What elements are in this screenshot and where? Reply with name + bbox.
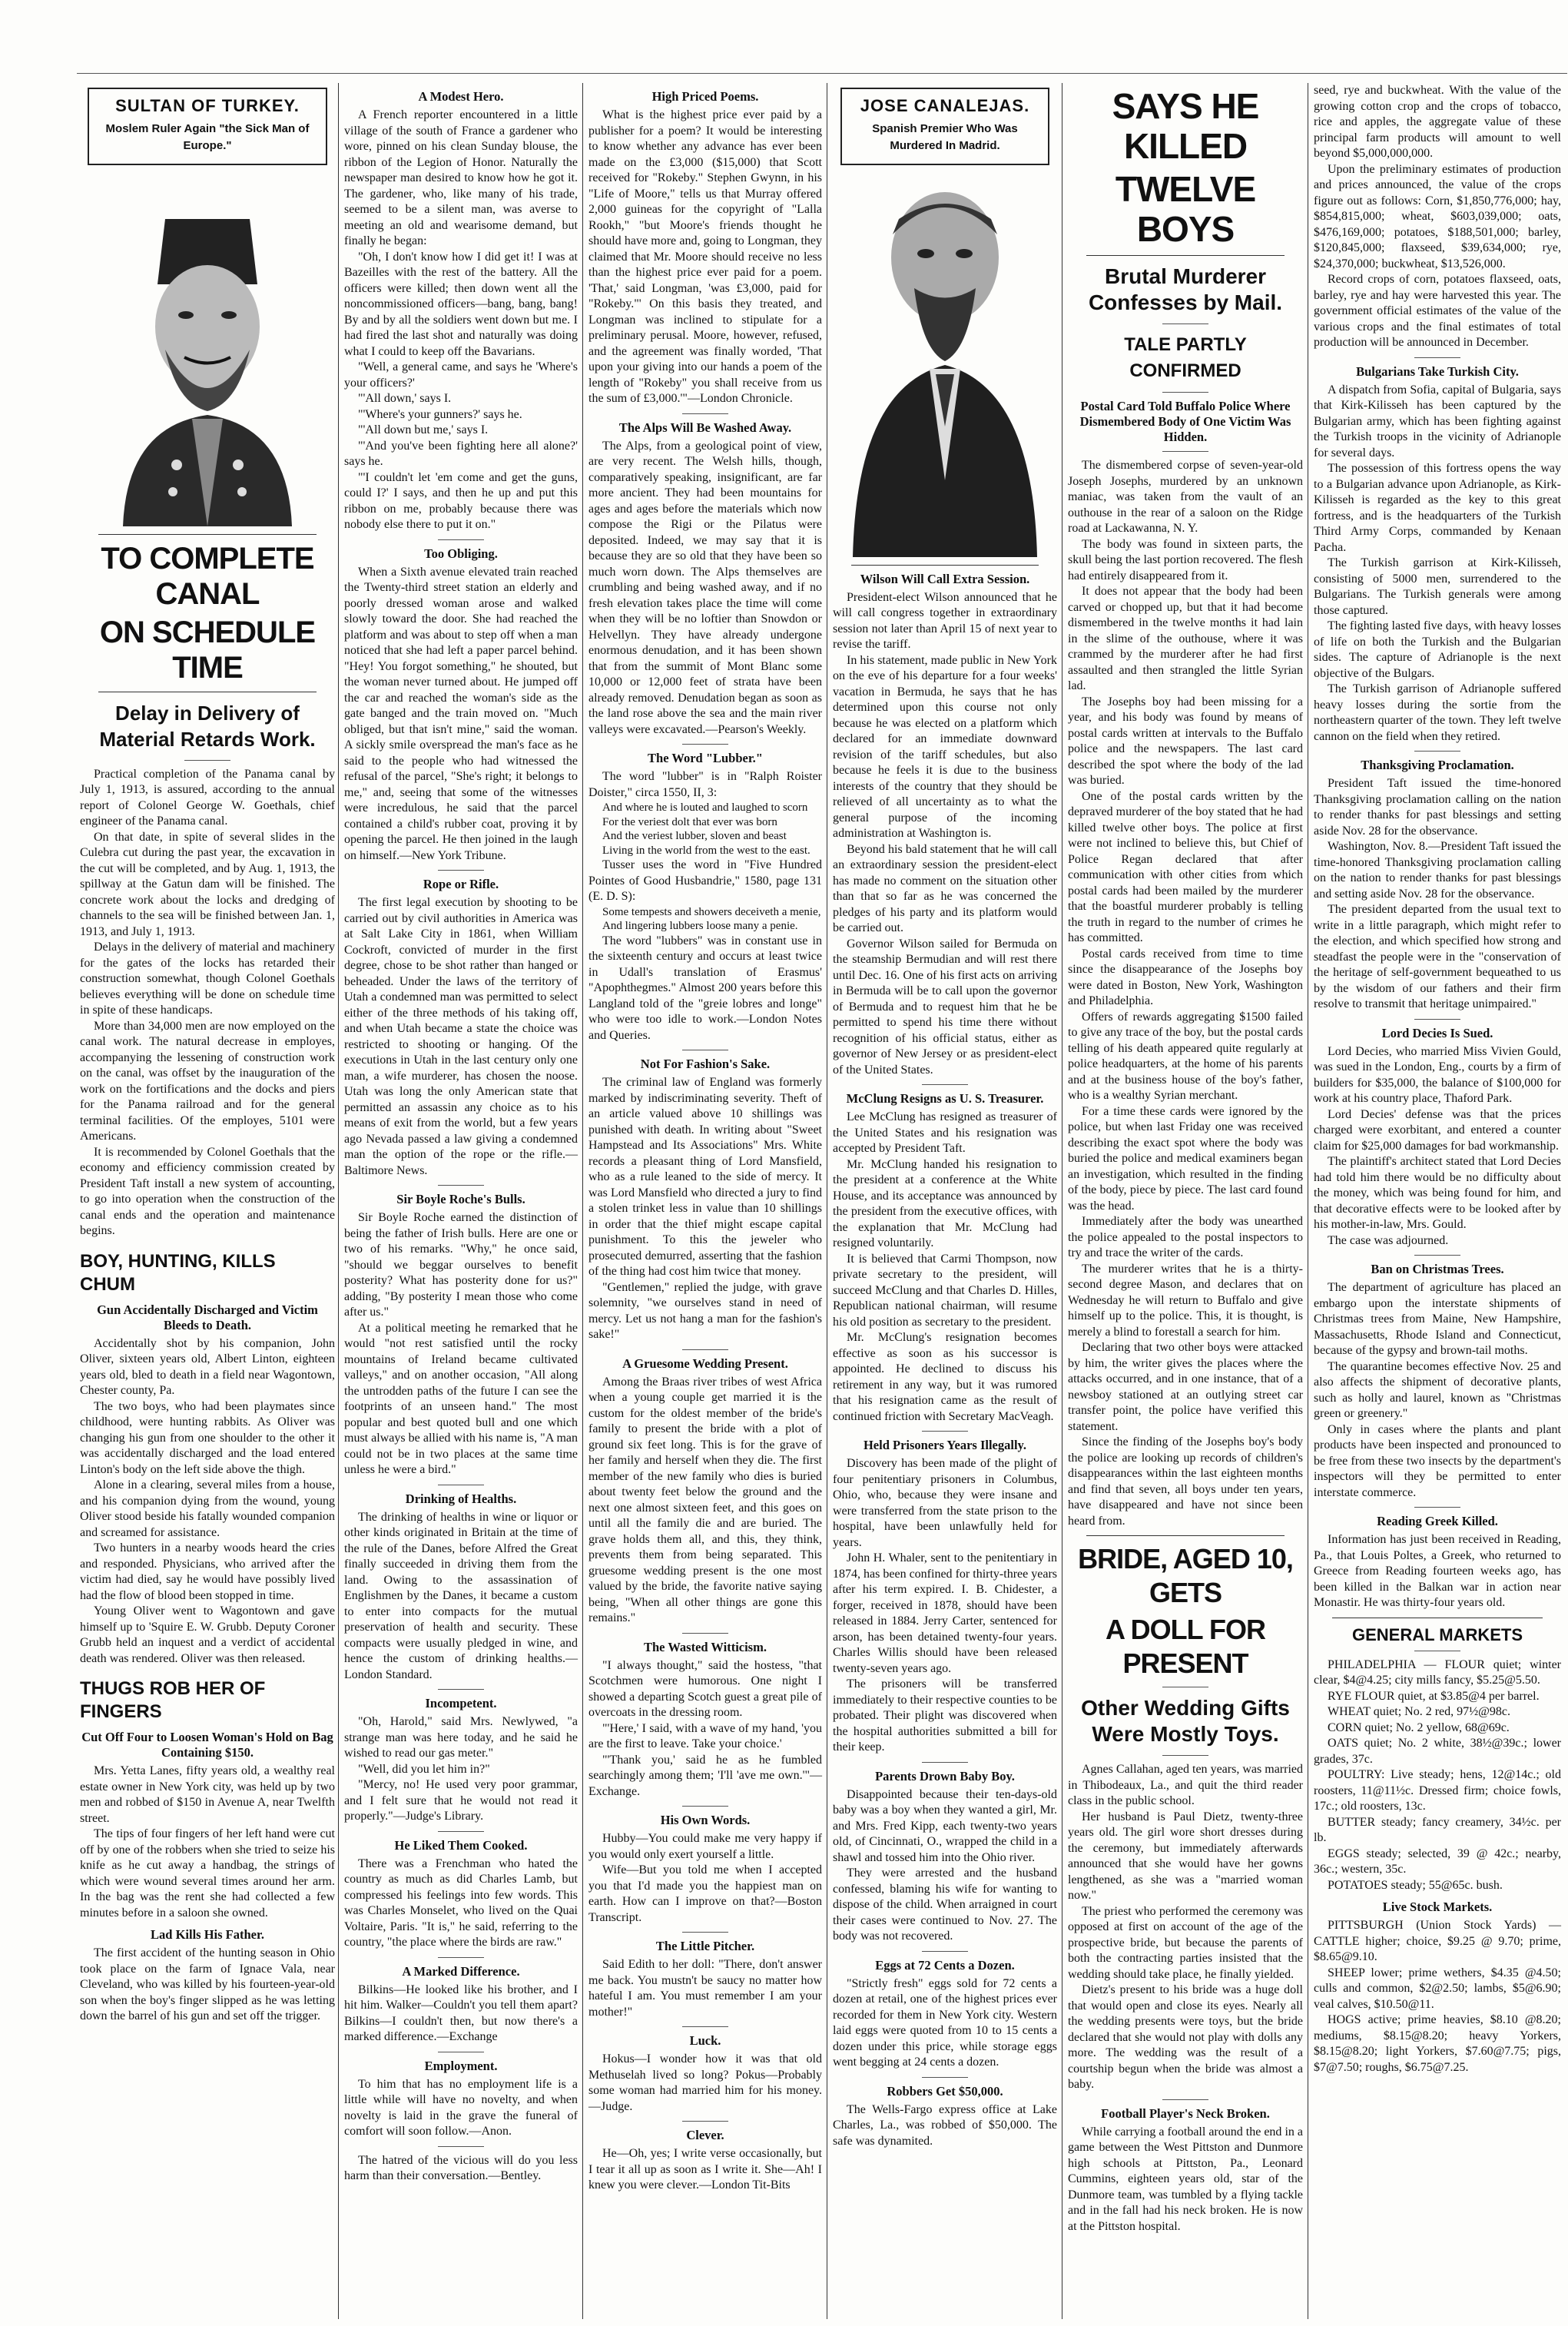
article-heading: Robbers Get $50,000.	[887, 2083, 1003, 2099]
paragraph: Washington, Nov. 8.—President Taft issued the time-honored Thanksgiving proclamation calling on the nation to render thanks for past blessings and setting aside Nov. 28 for the observance.	[1314, 840, 1561, 901]
canal-headline-1: TO COMPLETE CANAL	[101, 541, 314, 611]
divider	[438, 1185, 484, 1186]
paragraph: The president departed from the usual text to write in a little paragraph, which might refer to the election, and which specified how strong and steadfast the people were in the "conservation of the heritage of self-government bequeathed to us by the wisdom of our fathers and their firm resolve to transmit that heritage unimpaired."	[1314, 903, 1561, 1010]
verse-line: Living in the world from the west to the east.	[602, 844, 811, 857]
paragraph: Delays in the delivery of material and machinery for the gates of the locks has retarded their construction somewhat, though Colonel Goethals believes everything will be done on schedule time in spite of these handicaps.	[80, 941, 335, 1017]
paragraph: The body was found in sixteen parts, the skull being the last portion recovered. The flesh had entirely disappeared from it.	[1068, 537, 1303, 582]
divider	[98, 534, 317, 535]
paragraph: "'I couldn't let 'em come and get the guns, could I?' I says, and then he up and put this ribbon on me, probably because there was nobody else there to put it on."	[344, 470, 578, 531]
article-heading: High Priced Poems.	[651, 89, 759, 104]
paragraph: "Well, did you let him in?"	[358, 1762, 490, 1776]
column-rule	[582, 83, 583, 2319]
divider	[922, 1084, 968, 1085]
paragraph: Lord Decies, who married Miss Vivien Gould, was sued in the London, Eng., courts by a firm of builders for $35,000, the balance of $100,000 for work at his country place, Thaford Park.	[1314, 1044, 1561, 1105]
divider	[438, 2146, 484, 2147]
paragraph: Tusser uses the word in "Five Hundred Pointes of Good Husbandrie," 1580, page 131 (E. D. S):	[588, 858, 822, 903]
paragraph: The murderer writes that he is a thirty-second degree Mason, and declares that on Wednesday he will return to Buffalo and give himself up to the police. This, it is thought, is merely a blind to forestall a search for him.	[1068, 1262, 1303, 1339]
paragraph: The department of agriculture has placed an embargo upon the interstate shipments of Christmas trees from Maine, New Hampshire, Massachusetts, Rhode Island and Connecticut, because of the gypsy and brown-tail moths.	[1314, 1281, 1561, 1357]
markets-headline: GENERAL MARKETS	[1351, 1624, 1523, 1644]
paragraph: The fighting lasted five days, with heavy losses of life on both the Turkish and the Bulgarian sides. The capture of Adrianople is the next objective of the Bulgars.	[1314, 619, 1561, 680]
says-deck: Postal Card Told Buffalo Police Where Dismembered Body of One Victim Was Hidden.	[1079, 399, 1291, 444]
divider	[1162, 392, 1208, 393]
paragraph: Governor Wilson sailed for Bermuda on the steamship Bermudian and will rest there until Dec. 16. One of his first acts on arriving in Bermuda will be to call upon the governor of Bermuda and to request him that he be permitted to spend his time there without recognition of his official status, either as governor of New Jersey or as president-elect of the United States.	[833, 937, 1057, 1077]
article-heading: A Gruesome Wedding Present.	[622, 1355, 788, 1371]
paragraph: Only in cases where the plants and plant products have been inspected and pronounced to be free from these two insects by the department's inspectors will they be permitted to enter interstate commerce.	[1314, 1422, 1561, 1499]
paragraph: The drinking of healths in wine or liquor or other kinds originated in Britain at the time of the rule of the Danes, before Alfred the Great finally succeeded in driving them from the land. Owing to the assassination of Englishmen by the Danes, it became a custom to enter into compacts for the mutual preservation of health and security. These compacts were usually pledged in wine, and hence the custom of drinking healths.—London Standard.	[344, 1510, 578, 1681]
divider	[1086, 1535, 1285, 1536]
paragraph: On that date, in spite of several slides in the Culebra cut during the past year, the excavation in the cut will be completed, and by Aug. 1, 1913, the spillway at the Gatun dam will be finished. The concrete work about the locks and dredging of channels to the sea will be finished between Jan. 1, 1913, and July 1, 1913.	[80, 830, 335, 938]
market-line: BUTTER steady; fancy creamery, 34½c. per lb.	[1314, 1815, 1561, 1844]
paragraph: The plaintiff's architect stated that Lord Decies had told him there would be no difficulty about the money, which was being found for him, and that decorative effects were to be looked after by his mother-in-law, Mrs. Gould.	[1314, 1155, 1561, 1231]
paragraph: It is believed that Carmi Thompson, now private secretary to the president, will succeed McClung and that Charles D. Hilles, Republican national chairman, will resume his old position as secretary to the president.	[833, 1252, 1057, 1329]
column-1	[77, 83, 338, 2319]
portrait-title: SULTAN OF TURKEY.	[115, 96, 300, 115]
paragraph: Upon the preliminary estimates of production and prices announced, the value of the crops figure out as follows: Corn, $1,850,776,000; hay, $854,815,000; wheat, $603,039,000; oats, $476,169,000; potatoes, $188,501,000; barley, $120,845,000; flaxseed, $39,634,000; rye, $24,370,000; buckwheat, $13,526,000.	[1314, 162, 1561, 270]
bride-headline-1: BRIDE, AGED 10, GETS	[1078, 1543, 1293, 1608]
article-heading: Football Player's Neck Broken.	[1101, 2105, 1270, 2121]
column-4	[830, 83, 1060, 2319]
paragraph: "Oh, I don't know how I did get it! I was at Bazeilles with the rest of the battery. All the officers were killed; then down went all the noncommissioned officers—bang, bang, bang! By and by all the soldiers went down but me. I had fired the last shot and naturally was doing what I could to keep off the Bavarians.	[344, 250, 578, 358]
market-line: PHILADELPHIA — FLOUR quiet; winter clear, $4@4.25; city mills fancy, $5.25@5.50.	[1314, 1657, 1561, 1687]
paragraph: The possession of this fortress opens the way to a Bulgarian advance upon Adrianople, as Kirk-Kilisseh is regarded as the key to this great fortress, and is the headquarters of the Turkish Third Army Corps, commanded by Kenaan Pacha.	[1314, 462, 1561, 554]
article-heading: Employment.	[424, 2058, 498, 2073]
divider	[682, 1633, 728, 1634]
article-heading: Held Prisoners Years Illegally.	[863, 1438, 1027, 1452]
divider	[1414, 1255, 1460, 1256]
paragraph: More than 34,000 men are now employed on the canal work. The natural decrease in employes, accompanying the lessening of construction work on the canal, was offset by the inauguration of the work on the fortifications and the docks and piers for the Panama railroad and for the general terminal facilities. Of the employes, 5101 were Americans.	[80, 1019, 335, 1143]
divider	[1162, 451, 1208, 452]
paragraph: Sir Boyle Roche earned the distinction of being the father of Irish bulls. Here are one or two of his remarks. "Why," he once said, "should we beggar ourselves to benefit posterity? What has posterity done for us?" adding, "By posterity I mean those who come after us."	[344, 1211, 578, 1319]
paragraph: It does not appear that the body had been carved or chopped up, but that it had become dismembered in the twelve months it had lain in the slime of the outhouse, where it was crammed by the murderer after he had first assaulted and then strangled the little Syrian lad.	[1068, 585, 1303, 692]
article-heading: Bulgarians Take Turkish City.	[1356, 363, 1519, 379]
paragraph: The two boys, who had been playmates since childhood, were hunting rabbits. As Oliver was changing his gun from one shoulder to the other it was accidentally discharged and the load entered Linton's body on the left side above the thigh.	[80, 1399, 335, 1476]
verse-line: For the veriest dolt that ever was born	[602, 815, 777, 828]
paragraph: Practical completion of the Panama canal by July 1, 1913, is assured, according to the annual report of Colonel George W. Goethals, chief engineer of the Panama canal.	[80, 767, 335, 828]
paragraph: Beyond his bald statement that he will call an extraordinary session the president-elect has made no comment on the situation other than that so far as he was concerned the pledges of his party and its platform would be carried out.	[833, 842, 1057, 934]
portrait-caption: Spanish Premier Who Was Murdered In Madrid.	[872, 121, 1018, 152]
article-heading: A Modest Hero.	[418, 89, 504, 104]
paragraph: Lord Decies' defense was that the prices charged were exorbitant, and entered a counter claim for $25,000 damages for bad workmanship.	[1314, 1107, 1561, 1153]
paragraph: One of the postal cards written by the depraved murderer of the boy stated that he had killed twelve other boys. The police at first were not inclined to believe this, but Chief of Police Regan declared that after communication with other cities from which postal cards had been mailed by the murderer that the boastful murderer probably is telling the truth in regard to the number of crimes he has committed.	[1068, 789, 1303, 944]
article-heading: The Word "Lubber."	[648, 751, 763, 765]
paragraph: What is the highest price ever paid by a publisher for a poem? It would be interesting to know whether any advance has ever been made on the £3,000 ($15,000) that Scott received for "Rokeby." Stephen Gwynn, in his "Life of Moore," tells us that Murray offered 2,000 guineas for the copyright of "Lalla Rookh," "but Moore's friends thought he should have more and, going to Longman, they claimed that Mr. Moore should receive no less than the highest price ever paid for a poem. 'That,' said Longman, 'was £3,000, paid for "Rokeby."' On this basis they treated, and Longman was inclined to stipulate for a preliminary perusal. Moore, however, refused, and the agreement was finally worded, 'That upon your giving into our hands a poem of the length of "Rokeby" you shall receive from us the sum of £3,000.'"—London Chronicle.	[588, 108, 822, 405]
paragraph: The priest who performed the ceremony was opposed at first on account of the age of the prospective bride, but because the parents of both the contracting parties insisted that the wedding should take place, he finally yielded.	[1068, 1904, 1303, 1981]
article-heading: The Alps Will Be Washed Away.	[618, 420, 792, 435]
paragraph: They were arrested and the husband confessed, blaming his wife for wanting to dispose of the child. When arraigned in court their cases were continued to Nov. 27. The body was not recovered.	[833, 1866, 1057, 1943]
article-heading: Sir Boyle Roche's Bulls.	[396, 1192, 525, 1206]
article-heading: Ban on Christmas Trees.	[1371, 1262, 1504, 1276]
paragraph: Discovery has been made of the plight of four penitentiary prisoners in Columbus, Ohio, who, because they were insane and were transferred from the state prison to the hospital, have been unlawfully held for years.	[833, 1457, 1057, 1549]
divider	[682, 1349, 728, 1350]
divider	[1414, 1507, 1460, 1508]
paragraph: "Gentlemen," replied the judge, with grave solemnity, "we ourselves stand in need of mercy. Let us not hang a man for the fashion's sake!"	[588, 1280, 822, 1341]
divider	[922, 1431, 968, 1432]
market-line: OATS quiet; No. 2 white, 38½@39c.; lower grades, 37c.	[1314, 1737, 1561, 1766]
divider	[682, 2026, 728, 2027]
divider	[438, 1957, 484, 1958]
divider	[1414, 1019, 1460, 1020]
canal-subhead: Delay in Delivery of Material Retards Work.	[99, 701, 316, 751]
article-heading: His Own Words.	[660, 1813, 751, 1827]
market-line: PITTSBURGH (Union Stock Yards) — CATTLE higher; choice, $9.25 @ 9.70; prime, $8.65@9.10.	[1314, 1919, 1561, 1963]
market-line: WHEAT quiet; No. 2 red, 97½@98c.	[1328, 1705, 1510, 1718]
paragraph: A dispatch from Sofia, capital of Bulgaria, says that Kirk-Kilisseh has been captured by the Bulgarian army, which has been fighting against the Turkish troops in the vicinity of Adrianople for several days.	[1314, 383, 1561, 460]
article-heading: McClung Resigns as U. S. Treasurer.	[846, 1091, 1044, 1106]
paragraph: Offers of rewards aggregating $1500 failed to give any trace of the boy, but the postal cards telling of his death appeared quite regularly at police headquarters, at the home of his parents and at the business house of the boy's father, who is a wealthy Syrian merchant.	[1068, 1010, 1303, 1102]
column-rule	[338, 83, 339, 2319]
bride-headline-2: A DOLL FOR PRESENT	[1106, 1614, 1265, 1679]
divider	[438, 1689, 484, 1690]
divider	[438, 870, 484, 871]
article-heading: Parents Drown Baby Boy.	[875, 1768, 1015, 1783]
says-headline-1: SAYS HE KILLED	[1112, 86, 1259, 166]
article-heading: Luck.	[689, 2033, 721, 2048]
divider	[682, 1806, 728, 1807]
article-heading: Wilson Will Call Extra Session.	[860, 571, 1030, 586]
paragraph: The prisoners will be transferred immediately to their respective counties to be probated. Their plight was discovered when the hospital authorities submitted a bill for their keep.	[833, 1677, 1057, 1754]
divider	[1162, 1755, 1208, 1756]
divider	[1414, 357, 1460, 358]
paragraph: Disappointed because their ten-days-old baby was a boy when they wanted a girl, Mr. and Mrs. Fred Kipp, each twenty-two years old, of Cincinnati, O., wrapped the child in a shawl and tossed him into the Ohio river.	[833, 1787, 1057, 1864]
market-line: RYE FLOUR quiet, at $3.85@4 per barrel.	[1328, 1689, 1540, 1703]
column-6	[1311, 83, 1564, 2319]
paragraph: The first legal execution by shooting to be carried out by civil authorities in America was at Salt Lake City in 1861, when William Cockroft, convicted of murder in the first degree, chose to be shot rather than hanged or beheaded. Under the laws of the territory of Utah a condemned man was permitted to select either of the three methods of his taking off, and when Utah became a state the choice was restricted to shooting or hanging. Of the executions in Utah in the last century only one man, a wife murderer, has chosen the noose. Utah was long the only American state that permitted an assassin any choice as to his means of exit from the world, but a few years ago Nevada passed a law giving a condemned man the option of the rope or the rifle.—Baltimore News.	[344, 896, 578, 1177]
bride-subhead: Other Wedding Gifts Were Mostly Toys.	[1081, 1696, 1290, 1746]
market-line: EGGS steady; selected, 39 @ 42c.; nearby, 36c.; western, 35c.	[1314, 1847, 1561, 1876]
says-subhead: Brutal Murderer Confesses by Mail.	[1088, 264, 1283, 314]
paragraph: Mr. McClung's resignation becomes effective as soon as his successor is appointed. He declined to discuss his retirement in any way, but it was rumored that his resignation came as the result of continued friction with Secretary MacVeagh.	[833, 1331, 1057, 1423]
paragraph: The quarantine becomes effective Nov. 25 and also affects the shipment of decorative plants, such as holly and laurel, known as "Christmas green or greenery."	[1314, 1359, 1561, 1420]
paragraph: While carrying a football around the end in a game between the West Pittston and Dunmore high schools at Pittston, Pa., Leonard Cummins, eighteen years old, star of the Dunmore team, was tumbled by a flying tackle and in the fall had his neck broken. He is now at the Pittston hospital.	[1068, 2125, 1303, 2233]
paragraph: Alone in a clearing, several miles from a house, and his companion dying from the wound, young Oliver stood beside his fatally wounded companion and screamed for assistance.	[80, 1478, 335, 1539]
paragraph: The dismembered corpse of seven-year-old Joseph Josephs, murdered by an unknown maniac, was taken from the vault of an outhouse in the rear of a saloon on the Ridge road at Lackawanna, N. Y.	[1068, 459, 1303, 535]
paragraph: Postal cards received from time to time since the disappearance of the Josephs boy were dated in Boston, New York, Washington and Philadelphia.	[1068, 947, 1303, 1007]
paragraph: It is recommended by Colonel Goethals that the economy and efficiency commission created by President Taft install a new system of accounting, to go into operation when the construction of the canal ends and the operation and maintenance begins.	[80, 1145, 335, 1237]
paragraph: "'All down but me,' says I.	[358, 423, 489, 436]
paragraph: Her husband is Paul Dietz, twenty-three years old. The girl wore short dresses during the ceremony, but immediately afterwards announced that she would have her gowns lengthened, as she was a "married woman now."	[1068, 1810, 1303, 1902]
canal-headline-2: ON SCHEDULE TIME	[99, 615, 316, 685]
paragraph: "'And you've been fighting here all alone?' says he.	[344, 439, 578, 468]
article-heading: Drinking of Healths.	[405, 1491, 517, 1506]
paragraph: "Mercy, no! He used very poor grammar, and I felt sure that he would not read it properly."—Judge's Library.	[344, 1778, 578, 1823]
divider	[851, 565, 1039, 566]
paragraph: "Oh, Harold," said Mrs. Newlywed, "a strange man was here today, and he said he wished to read our gas meter."	[344, 1715, 578, 1760]
paragraph: "Strictly fresh" eggs sold for 72 cents a dozen at retail, one of the highest prices ever recorded for them in New York city. Western laid eggs were quoted from 10 to 15 cents a dozen under this price, while storage eggs went begging at 24 cents a dozen.	[833, 1976, 1057, 2069]
divider	[438, 1831, 484, 1832]
paragraph: "'Thank you,' said he as he fumbled searchingly among them; 'I'll 'ave me own.'"—Exchange.	[588, 1753, 822, 1798]
paragraph: Said Edith to her doll: "There, don't answer me back. You mustn't be saucy no matter how hateful I am. You must remember I am your mother!"	[588, 1958, 822, 2019]
article-heading: Lord Decies Is Sued.	[1381, 1025, 1493, 1040]
column-3	[585, 83, 825, 2319]
article-heading: Too Obliging.	[424, 546, 498, 561]
article-heading: Rope or Rifle.	[423, 877, 499, 891]
article-heading: The Little Pitcher.	[655, 1939, 755, 1953]
paragraph: "Well, a general came, and says he 'Where's your officers?'	[344, 360, 578, 390]
paragraph: The word "lubbers" was in constant use in the sixteenth century and occurs at least twice in Udall's translation of Erasmus' "Apophthegmes." Almost 200 years before this Langland told of the "greie lobres and longe" who were too idle to work.—London Notes and Queries.	[588, 934, 822, 1042]
article-heading: Incompetent.	[425, 1696, 497, 1710]
market-line: POULTRY: Live steady; hens, 12@14c.; old roosters, 11@11½c. Dressed firm; choice fowls, 17c.; old roosters, 13c.	[1314, 1768, 1561, 1813]
canalejas-portrait-image	[837, 173, 1053, 557]
paragraph: John H. Whaler, sent to the penitentiary in 1874, has been confined for thirty-three years after his term expired. I. B. Chidester, a forger, received in 1878, should have been released in 1884. Jerry Carter, sentenced for arson, has been detained twenty-four years. Charles Willis should have been released twenty-seven years ago.	[833, 1551, 1057, 1675]
paragraph: The criminal law of England was formerly marked by indiscriminating severity. Theft of an article valued above 10 shillings was punished with death. In writing about "Sweet Hampstead and Its Associations" Mrs. White records a pleasant thing of Lord Mansfield, who as a rule leaned to the side of mercy. It was Lord Mansfield who directed a jury to find a stolen trinket less in value than 10 shillings in order that the thief might escape capital punishment. To this the jeweler who prosecuted demurred, asserting that the fashion of the thing had cost him twice that money.	[588, 1076, 822, 1278]
market-line: SHEEP lower; prime wethers, $4.35 @4.50; culls and common, $2@2.50; lambs, $5@6.90; veal calves, $10.50@11.	[1314, 1966, 1561, 2011]
paragraph: The Turkish garrison at Kirk-Kilisseh, consisting of 5000 men, surrendered to the Bulgarians. The Turkish generals were among those captured.	[1314, 556, 1561, 617]
market-line: HOGS active; prime heavies, $8.10 @8.20; mediums, $8.15@8.20; heavy Yorkers, $8.15@8.20; light Yorkers, $7.60@7.75; pigs, $7@7.50; roughs, $6.75@7.25.	[1314, 2013, 1561, 2074]
paragraph: "I always thought," said the hostess, "that Scotchmen were humorous. One night I showed a departing Scotch guest a great pile of overcoats in the dressing room.	[588, 1658, 822, 1719]
top-rule	[77, 73, 1567, 74]
paragraph: He—Oh, yes; I write verse occasionally, but I tear it all up as soon as I write it. She—Ah! I knew you were clever.—London Tit-Bits	[588, 2147, 822, 2192]
portrait-title: JOSE CANALEJAS.	[860, 96, 1030, 115]
divider	[682, 413, 728, 414]
paragraph: Declaring that two other boys were attacked by him, the writer gives the places where the attacks occurred, and in one instance, that of a newsboy stationed at an outlying street car transfer point, the police have verified this statement.	[1068, 1341, 1303, 1433]
market-line: POTATOES steady; 55@65c. bush.	[1328, 1878, 1503, 1892]
paragraph: To him that has no employment life is a little while will have no novelty, and when novelty is laid in the grave the funeral of comfort will soon follow.—Anon.	[344, 2077, 578, 2138]
paragraph: Dietz's present to his bride was a huge doll that would open and close its eyes. Nearly all the wedding presents were toys, but the bride declared that she would not play with dolls any more. The wedding was the result of a courtship begun when the bride was almost a baby.	[1068, 1983, 1303, 2091]
divider	[1086, 255, 1285, 256]
divider	[682, 744, 728, 745]
article-heading: Reading Greek Killed.	[1377, 1514, 1498, 1528]
paragraph: The Wells-Fargo express office at Lake Charles, La., was robbed of $50,000. The safe was dynamited.	[833, 2102, 1057, 2148]
column-2	[341, 83, 581, 2319]
paragraph: The Alps, from a geological point of view, are very recent. The Welsh hills, though, comparatively speaking, insignificant, are far more ancient. They had been mountains for ages and ages before the materials which now compose the Rigi or the Pilatus were deposited. Indeed, we may say that it is because they are so old that they have been so much worn down. The Alps themselves are crumbling and being washed away, and if no fresh elevation takes place the time will come when they will be no loftier than Snowdon or Helvellyn. They have already undergone enormous denudation, and it has been shown that from the summit of Mont Blanc some 10,000 or 12,000 feet of strata have been already removed. Denudation began as soon as the land rose above the sea and the main river valleys were excavated.—Pearson's Weekly.	[588, 439, 822, 736]
paragraph: "'All down,' says I.	[358, 392, 452, 405]
divider	[1414, 751, 1460, 752]
paragraph: At a political meeting he remarked that he would "not rest satisfied until the rocky mountains of Ireland became cultivated valleys," and on another occasion, "All along the untrodden paths of the future I can see the footprints of an unseen hand." The most popular and best quoted bull and one which must always be allied with his name is, "A man could not be in two places at the same time unless he were a bird."	[344, 1321, 578, 1476]
paragraph: There was a Frenchman who hated the country as much as did Charles Lamb, but compressed his feelings into few words. This was Charles Monselet, who lived on the Quai Voltaire, Paris. "It is," he said, referring to the country, "the place where the birds are raw."	[344, 1856, 578, 1949]
canalejas-portrait-box	[840, 88, 1049, 165]
paragraph: Wife—But you told me when I accepted you that I'd made you the happiest man on earth. How can I improve on that?—Boston Transcript.	[588, 1863, 822, 1924]
paragraph: The word "lubber" is in "Ralph Roister Doister," circa 1550, II, 3:	[588, 770, 822, 799]
article-heading: Thanksgiving Proclamation.	[1361, 758, 1514, 772]
paragraph: Accidentally shot by his companion, John Oliver, sixteen years old, Albert Linton, eighteen years old, bled to death in a field near Wagontown, Chester county, Pa.	[80, 1336, 335, 1397]
article-heading: Clever.	[686, 2128, 724, 2142]
paragraph: Since the finding of the Josephs boy's body the police are looking up records of children's disappearances within the last eighteen months and find that seven, all boys under ten years, have disappeared and have not since been heard from.	[1068, 1435, 1303, 1528]
article-heading: Not For Fashion's Sake.	[640, 1057, 771, 1071]
paragraph: Young Oliver went to Wagontown and gave himself up to 'Squire E. W. Grubb. Deputy Coroner Grubb held an inquest and a verdict of accidental death was rendered. Oliver was then released.	[80, 1604, 335, 1665]
divider	[922, 2077, 968, 2078]
sultan-portrait-box	[88, 88, 327, 165]
paragraph: Among the Braas river tribes of west Africa when a young couple get married it is the custom for the oldest member of the bride's family to present the bride with a plot of ground six feet long. This is for the grave of her family and herself when they die. The first member of the new family who dies is buried about twenty feet below the ground and the next one almost sixteen feet, and this goes on until all the family die and are buried. The grave holds them all, and this, they think, prevents them from being separated. This gruesome wedding present is the one most valued by the bride, the favorite native saying being, "When all other things are gone this remains."	[588, 1375, 822, 1624]
verse-line: And the veriest lubber, sloven and beast	[602, 830, 787, 842]
article-heading: The Wasted Witticism.	[644, 1639, 767, 1654]
divider	[438, 539, 484, 540]
paragraph: Mrs. Yetta Lanes, fifty years old, a wealthy real estate owner in New York city, was held up by two men and robbed of $150 in Avenue A, near Twelfth street.	[80, 1764, 335, 1825]
thugs-headline: THUGS ROB HER OF FINGERS	[80, 1678, 266, 1722]
lad-headline: Lad Kills His Father.	[151, 1927, 264, 1942]
boy-subhead: Gun Accidentally Discharged and Victim Bleeds to Death.	[97, 1302, 318, 1332]
paragraph: When a Sixth avenue elevated train reached the Twenty-third street station an elderly and poorly dressed woman arose and walked slowly toward the door. She had reached the platform and was about to step off when a man noticed that she had left a paper parcel behind. "Hey! You forgot something," he shouted, but the woman never turned about. He jumped off the car and reached the woman's side as the gate banged and the train moved on. "Much obliged, but that isn't mine," said the woman. A sickly smile overspread the man's face as he said to the people who had witnessed the refusal of the parcel, "She's right; it belongs to me," and, seeing that some of the witnesses were incredulous, he said that the parcel contained a child's rubber coat, proving it by opening the parcel. He then joined in the laugh on himself.—New York Tribune.	[344, 565, 578, 862]
paragraph: President-elect Wilson announced that he will call congress together in extraordinary session not later than April 15 of next year to revise the tariff.	[833, 590, 1057, 651]
verse-line: And where he is louted and laughed to scorn	[602, 801, 808, 814]
verse-line: Some tempests and showers deceiveth a menie,	[602, 905, 821, 918]
divider	[922, 1762, 968, 1763]
divider	[682, 2121, 728, 2122]
article-heading: A Marked Difference.	[402, 1963, 520, 1979]
paragraph: The hatred of the vicious will do you less harm than their conversation.—Bentley.	[344, 2153, 578, 2182]
paragraph: Agnes Callahan, aged ten years, was married in Thibodeaux, La., and quit the third reader class in the public school.	[1068, 1763, 1303, 1807]
says-headline-2: TWELVE BOYS	[1115, 169, 1256, 249]
paragraph: Bilkins—He looked like his brother, and I hit him. Walker—Couldn't you tell them apart? Bilkins—I couldn't then, but now there's a marked difference.—Exchange	[344, 1983, 578, 2043]
market-line: CORN quiet; No. 2 yellow, 68@69c.	[1328, 1720, 1510, 1734]
divider	[922, 1951, 968, 1952]
paragraph: The Josephs boy had been missing for a year, and his body was found by means of postal cards written at intervals to the Buffalo police and the newspapers. The last card described the spot where the body of the lad was buried.	[1068, 695, 1303, 787]
paragraph: "'Where's your gunners?' says he.	[358, 407, 522, 421]
divider	[184, 760, 230, 761]
sultan-portrait-image	[92, 173, 323, 526]
paragraph: Mr. McClung handed his resignation to the president at a conference at the White House, and its acceptance was announced by the president from the executive offices, with the explanation that Mr. McClung had resigned voluntarily.	[833, 1157, 1057, 1249]
thugs-subhead: Cut Off Four to Loosen Woman's Hold on Bag Containing $150.	[81, 1730, 333, 1760]
column-5	[1065, 83, 1306, 2319]
paragraph: "'Here,' I said, with a wave of my hand, 'you are the first to leave. Take your choice.'	[588, 1721, 822, 1750]
article-heading: He Liked Them Cooked.	[394, 1837, 528, 1853]
paragraph: President Taft issued the time-honored Thanksgiving proclamation calling on the nation to render thanks for past blessings and setting aside Nov. 28 for the observance.	[1314, 777, 1561, 838]
paragraph: Immediately after the body was unearthed the police appealed to the postal inspectors to try and trace the writer of the cards.	[1068, 1215, 1303, 1259]
paragraph: seed, rye and buckwheat. With the value of the growing cotton crop and the crops of tobacco, rice and apples, the aggregate value of these principal farm products will amount to well beyond $5,000,000,000.	[1314, 84, 1561, 160]
paragraph: In his statement, made public in New York on the eve of his departure for a four weeks' vacation in Bermuda, he says that he has determined upon this course not only because he was elected on a platform which declared for an immediate downward revision of the tariff schedules, but also because he feels it is due to the business interests of the country that they should be relieved of all uncertainty as to what the general purpose of the incoming administration at Washington is.	[833, 653, 1057, 840]
portrait-caption: Moslem Ruler Again "the Sick Man of Europe."	[105, 121, 310, 152]
divider	[1162, 2099, 1208, 2100]
paragraph: Hokus—I wonder how it was that old Methuselah lived so long? Pokus—Probably some woman had married him for his money.—Judge.	[588, 2052, 822, 2113]
paragraph: A French reporter encountered in a little village of the south of France a gardener who wore, pinned on his clean Sunday blouse, the ribbon of the Legion of Honor. Naturally the newspaper man desired to know how he got it. The gardener, who, like many of his trade, seemed to be a silent man, was averse to meeting an old and wearisome demand, but finally he began:	[344, 108, 578, 247]
article-heading: Eggs at 72 Cents a Dozen.	[875, 1957, 1015, 1973]
paragraph: The Turkish garrison of Adrianople suffered heavy losses during the sortie from the northeastern quarter of the town. They left twelve cannon on the field when they retired.	[1314, 682, 1561, 743]
paragraph: Two hunters in a nearby woods heard the cries and responded. Physicians, who arrived after the victim had died, say he would have possibly lived had the flow of blood been stopped in time.	[80, 1541, 335, 1602]
paragraph: The case was adjourned.	[1328, 1233, 1449, 1247]
livestock-heading: Live Stock Markets.	[1382, 1900, 1493, 1914]
boy-headline: BOY, HUNTING, KILLS CHUM	[80, 1250, 276, 1295]
paragraph: Lee McClung has resigned as treasurer of the United States and his resignation was accepted by President Taft.	[833, 1110, 1057, 1155]
paragraph: The tips of four fingers of her left hand were cut off by one of the robbers when she tried to seize his knife as he cut away a handbag, the strings of which were wound several times around her arm. In the bag was the rent she had collected a few minutes before in a saloon she owned.	[80, 1827, 335, 1920]
divider	[682, 1932, 728, 1933]
paragraph: For a time these cards were ignored by the police, but when last Friday one was received describing the exact spot where the body was buried the police and medical examiners began an investigation, which resulted in the finding of the body, piece by piece. The last card found was the head.	[1068, 1104, 1303, 1213]
paragraph: Record crops of corn, potatoes flaxseed, oats, barley, rye and hay were harvested this year. The government official estimates of the value of the various crops and the final estimates of total production will be announced in December.	[1314, 273, 1561, 349]
paragraph: Hubby—You could make me very happy if you would only exert yourself a little.	[588, 1832, 822, 1861]
says-subhead-2: TALE PARTLY CONFIRMED	[1124, 334, 1247, 381]
paragraph: The first accident of the hunting season in Ohio took place on the farm of Ignace Vala, near Cleveland, who was killed by his fourteen-year-old son when the boy's finger slipped as he was letting down the barrel of his gun and set off the trigger.	[80, 1946, 335, 2022]
paragraph: Information has just been received in Reading, Pa., that Louis Poltes, a Greek, who returned to Greece from Reading fourteen weeks ago, has been killed in the Balkan war in action near Monastir. He was thirty-four years old.	[1314, 1533, 1561, 1609]
verse-line: And lingering lubbers loose many a penie.	[602, 920, 798, 932]
